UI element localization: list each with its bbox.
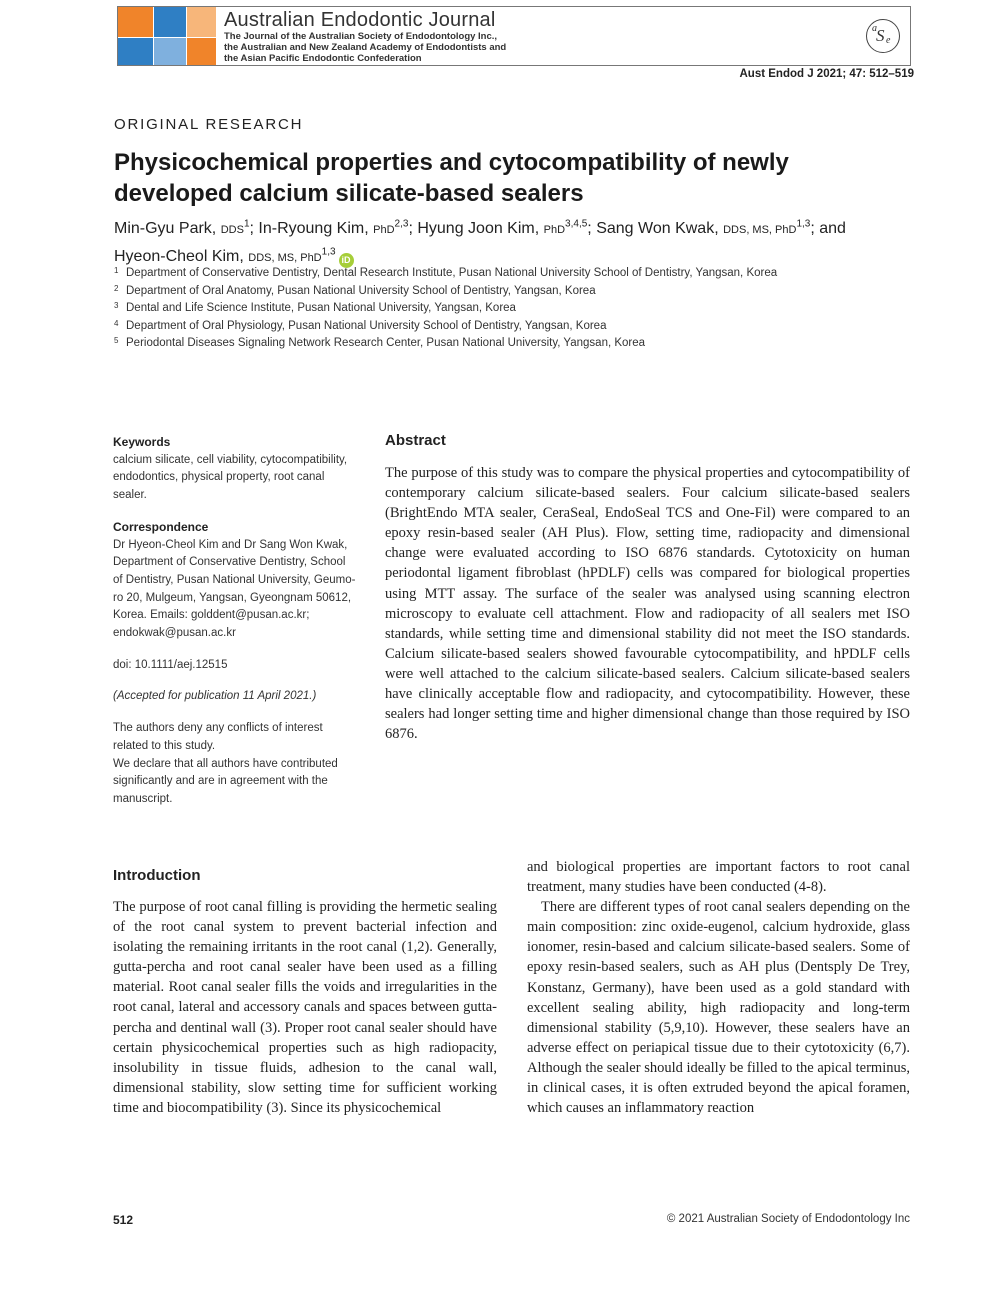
journal-citation: Aust Endod J 2021; 47: 512–519 — [739, 68, 914, 80]
keywords-line: sealer. — [113, 489, 147, 502]
affiliation: 2 Department of Oral Anatomy, Pusan National University School of Dentistry, Yangsan, Korea — [114, 283, 596, 297]
article-info-sidebar — [113, 434, 363, 809]
introduction-left-column: The purpose of root canal filling is providing the hermetic sealing of the root canal system to prevent bacterial infection and isolating the remaining irritants in the root canal (1,2). Generally, gutta-percha and root canal sealer have been used as a filling material. Root canal sealer fills the voids and irregularities in the root canal, lateral and accessory canals and spaces between gutta-percha and dentinal wall (3). Proper root canal sealer should have certain physicochemical properties such as high radiopacity, insolubility in tissue fluids, adhesion to the canal wall, dimensional stability, slow setting time for sufficient working time and biocompatibility (3). Since its physicochemical — [113, 899, 497, 1116]
affiliation: 1 Department of Conservative Dentistry, Dental Research Institute, Pusan National University School of Dentistry, Yangsan, Korea — [114, 266, 778, 279]
correspondence-heading: Correspondence — [113, 519, 209, 534]
affiliation: 3 Dental and Life Science Institute, Pusan National University, Yangsan, Korea — [114, 301, 516, 314]
author: Hyeon-Cheol Kim, DDS, MS, PhD$^{1,3}$ — [114, 246, 336, 265]
correspondence-line: Department of Conservative Dentistry, School — [113, 556, 346, 569]
journal-subtitle-line: the Australian and New Zealand Academy of Endodontists and — [224, 42, 507, 53]
affiliation: 4 Department of Oral Physiology, Pusan National University School of Dentistry, Yangsan, Korea — [114, 318, 607, 332]
correspondence-line: of Dentistry, Pusan National University, Geumo- — [113, 573, 356, 586]
body-paragraph: and biological properties are important factors to root canal treatment, many studies have been conducted (4-8). — [527, 859, 910, 896]
statement-line: manuscript. — [113, 792, 173, 805]
section-label: ORIGINAL RESEARCH — [114, 116, 304, 133]
keywords-line: endodontics, physical property, root canal — [113, 471, 325, 484]
correspondence-line: ro 20, Mulgeum, Yangsan, Gyeongnam 50612, — [113, 591, 352, 604]
journal-subtitle-line: the Asian Pacific Endodontic Confederation — [224, 53, 422, 64]
orcid-icon[interactable]: iD — [339, 253, 354, 268]
page-number: 512 — [113, 1213, 134, 1227]
statement-line: significantly and are in agreement with the — [113, 775, 328, 788]
author: Sang Won Kwak, DDS, MS, PhD$^{1,3}$; and — [596, 219, 846, 238]
keywords-line: calcium silicate, cell viability, cytocompatibility, — [113, 453, 348, 466]
statement-line: The authors deny any conflicts of interest — [113, 722, 323, 735]
body-paragraph: There are different types of root canal sealers depending on the main composition: zinc oxide-eugenol, calcium hydroxide, glass ionomer, resin-based and calcium silicate-based sealers. Some of epoxy resin-based sealers, such as AH plus (Dentsply De Trey, Konstanz, Germany), have been used as a gold standard with excellent sealing ability, high radiopacity and long-term dimensional stability (5,9,10). However, these sealers have an adverse effect on periapical tissue due to their cytotoxicity (6,7). Although the sealer should ideally be filled to the apical terminus, in clinical cases, it is often extruded beyond the apical foramen, which causes an inflammatory reaction — [527, 899, 910, 1117]
journal-logo — [118, 7, 216, 65]
keywords-heading: Keywords — [113, 435, 171, 449]
author-list — [114, 214, 904, 269]
society-seal-icon: a S e — [866, 19, 900, 53]
copyright-notice: © 2021 Australian Society of Endodontology Inc — [666, 1213, 910, 1225]
correspondence-line: Dr Hyeon-Cheol Kim and Dr Sang Won Kwak, — [113, 538, 348, 551]
journal-subtitle-line: The Journal of the Australian Society of Endodontology Inc., — [224, 31, 498, 42]
affiliation: 5 Periodontal Diseases Signaling Network Research Center, Pusan National University, Yangsan, Korea — [114, 336, 646, 349]
correspondence-line: Korea. Emails: golddent@pusan.ac.kr; — [113, 609, 310, 622]
abstract-text: The purpose of this study was to compare the physical properties and cytocompatibility of contemporary calcium silicate-based sealers. Four calcium silicate-based sealers (BrightEndo MTA sealer, CeraSeal, EndoSeal TCS and One-Fil) were compared to an epoxy resin-based sealer (AH Plus). Flow, setting time, radiopacity and dimensional change were evaluated according to ISO 6876 standards. Cytotoxicity on human periodontal ligament fibroblast (hPDLF) cells was compared for biological properties using MTT assay. The surface of the sealer was analysed using scanning electron microscopy to evaluate cell attachment. Flow and radiopacity of all sealers met ISO standards, while setting time and dimensional stability did not meet the ISO standards. Calcium silicate-based sealers showed favourable cytocompatibility, and hPDLF cells were well attached to the calcium silicate-based sealers. Calcium silicate-based sealers have clinically acceptable flow and radiopacity, and cytocompatibility. However, these sealers had longer setting time and higher dimensional change than those required by ISO 6876. — [385, 465, 910, 743]
abstract-heading: Abstract — [385, 432, 446, 449]
affiliations — [114, 265, 914, 353]
correspondence-line: endokwak@pusan.ac.kr — [113, 627, 236, 640]
introduction-right-column — [527, 857, 910, 1118]
statement-line: related to this study. — [113, 739, 216, 752]
author: Min-Gyu Park, DDS$^1$; — [114, 219, 254, 238]
accepted-date: (Accepted for publication 11 April 2021.) — [113, 690, 317, 703]
author: Hyung Joon Kim, PhD$^{3,4,5}$; — [417, 219, 592, 238]
article-title: Physicochemical properties and cytocompatibility of newly developed calcium silicate-based sealers — [114, 149, 789, 207]
doi[interactable]: doi: 10.1111/aej.12515 — [113, 658, 228, 671]
journal-name: Australian Endodontic Journal — [224, 9, 496, 31]
introduction-heading: Introduction — [113, 867, 201, 884]
author: In-Ryoung Kim, PhD$^{2,3}$; — [258, 219, 413, 238]
statement-line: We declare that all authors have contributed — [113, 757, 338, 770]
journal-banner — [117, 6, 911, 66]
